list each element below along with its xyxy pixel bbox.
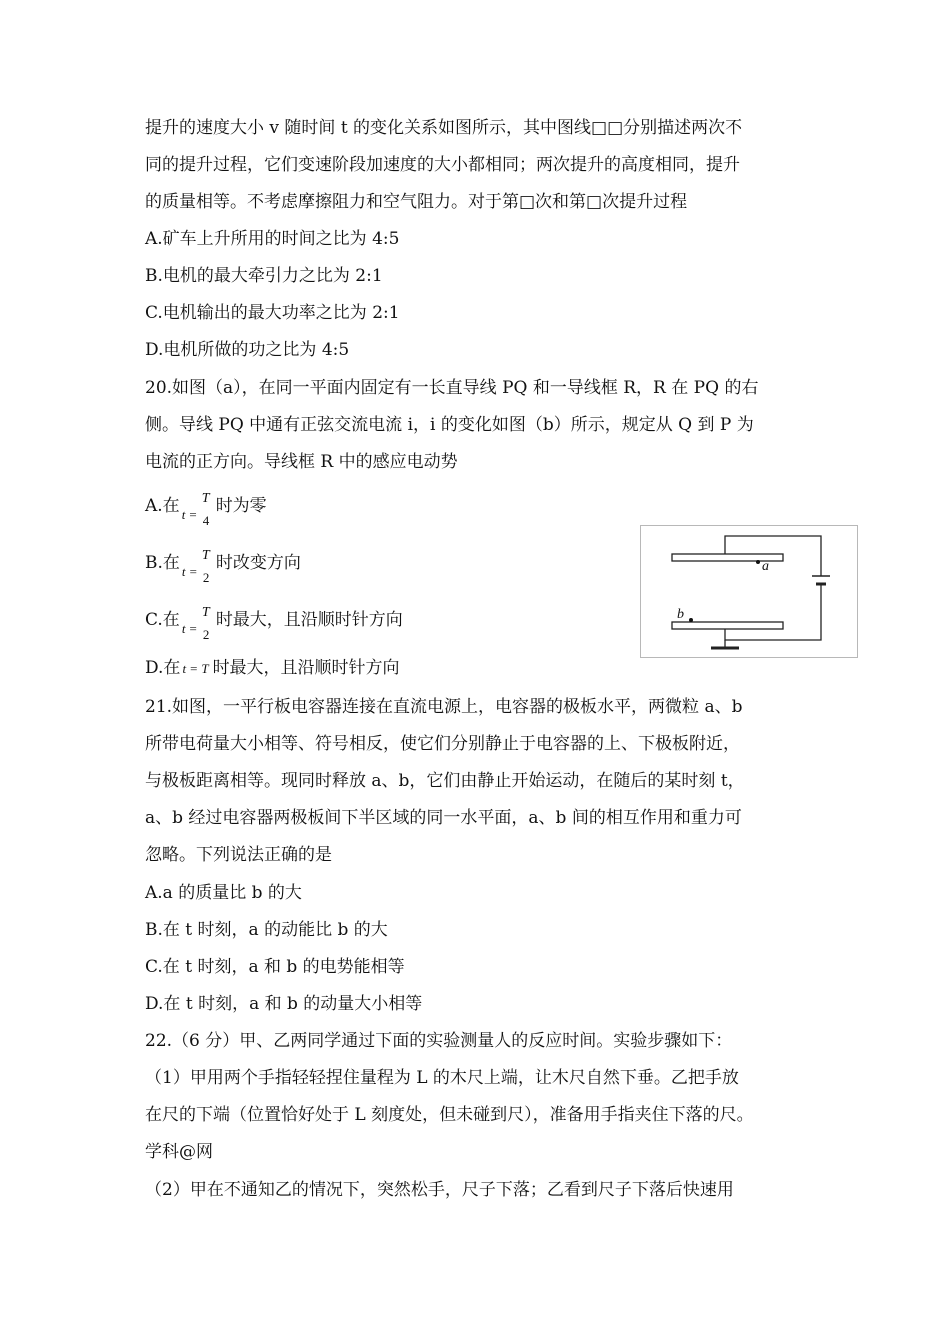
option-label: C.在 — [145, 610, 180, 630]
numerator: T — [201, 547, 210, 563]
fraction-t-T-over-4 — [181, 490, 212, 528]
text-line: 与极板距离相等。现同时释放 a、b，它们由静止开始运动，在随后的某时刻 t， — [145, 771, 745, 791]
q20-option-a — [145, 490, 267, 528]
t-equals: t = — [181, 563, 198, 579]
option-text: 时最大，且沿顺时针方向 — [215, 610, 403, 630]
option-b: B.电机的最大牵引力之比为 2:1 — [145, 266, 383, 286]
denominator: 2 — [202, 626, 210, 642]
particle-a — [756, 560, 760, 564]
q21-option-a: A.a 的质量比 b 的大 — [145, 883, 302, 903]
upper-wire — [725, 536, 821, 576]
option-label: B.在 — [145, 553, 180, 573]
lower-plate — [672, 622, 783, 629]
capacitor-diagram — [641, 526, 857, 657]
denominator: 4 — [202, 512, 210, 528]
lower-wire — [725, 584, 821, 640]
text-line: 电流的正方向。导线框 R 中的感应电动势 — [145, 452, 458, 472]
option-c: C.电机输出的最大功率之比为 2:1 — [145, 303, 400, 323]
text-line: （1）甲用两个手指轻轻捏住量程为 L 的木尺上端，让木尺自然下垂。乙把手放 — [145, 1068, 739, 1088]
q21-option-d: D.在 t 时刻，a 和 b 的动量大小相等 — [145, 994, 423, 1014]
option-a: A.矿车上升所用的时间之比为 4:5 — [145, 229, 400, 249]
text-line: 忽略。下列说法正确的是 — [145, 845, 332, 865]
question-22-stem: 22.（6 分）甲、乙两同学通过下面的实验测量人的反应时间。实验步骤如下： — [145, 1031, 733, 1051]
t-equals: t = — [181, 506, 198, 522]
text-line: 所带电荷量大小相等、符号相反，使它们分别静止于电容器的上、下极板附近， — [145, 734, 740, 754]
numerator: T — [201, 490, 210, 506]
particle-b — [689, 618, 693, 622]
q20-option-b — [145, 547, 301, 585]
capacitor-figure — [640, 525, 858, 658]
option-label: A.在 — [145, 496, 180, 516]
text-line: 提升的速度大小 v 随时间 t 的变化关系如图所示，其中图线□□分别描述两次不 — [145, 118, 743, 138]
text-line: 的质量相等。不考虑摩擦阻力和空气阻力。对于第□次和第□次提升过程 — [145, 192, 688, 212]
numerator: T — [201, 604, 210, 620]
question-21-stem: 21.如图，一平行板电容器连接在直流电源上，电容器的极板水平，两微粒 a、b — [145, 697, 743, 717]
question-20-stem: 20.如图（a），在同一平面内固定有一长直导线 PQ 和一导线框 R，R 在 PQ 的右 — [145, 378, 759, 398]
option-d: D.电机所做的功之比为 4:5 — [145, 340, 350, 360]
option-label: D.在 — [145, 658, 181, 678]
q21-option-b: B.在 t 时刻，a 的动能比 b 的大 — [145, 920, 388, 940]
t-equals-T: t = T — [182, 661, 209, 676]
denominator: 2 — [202, 569, 210, 585]
fraction-t-T-over-2 — [181, 604, 212, 642]
option-text: 时为零 — [215, 496, 267, 516]
text-line: 同的提升过程，它们变速阶段加速度的大小都相同；两次提升的高度相同，提升 — [145, 155, 740, 175]
q20-option-d — [145, 658, 400, 679]
q20-option-c — [145, 604, 403, 642]
fraction-t-T-over-2 — [181, 547, 212, 585]
label-a: a — [762, 559, 769, 574]
text-line: a、b 经过电容器两极板间下半区域的同一水平面，a、b 间的相互作用和重力可 — [145, 808, 742, 828]
text-line: 侧。导线 PQ 中通有正弦交流电流 i，i 的变化如图（b）所示，规定从 Q 到 P 为 — [145, 415, 754, 435]
t-equals: t = — [181, 620, 198, 636]
option-text: 时改变方向 — [215, 553, 301, 573]
watermark-text: 学科@网 — [145, 1142, 213, 1162]
text-line: 在尺的下端（位置恰好处于 L 刻度处，但未碰到尺），准备用手指夹住下落的尺。 — [145, 1105, 754, 1125]
label-b: b — [677, 607, 684, 622]
text-line: （2）甲在不通知乙的情况下，突然松手，尺子下落；乙看到尺子下落后快速用 — [145, 1180, 734, 1200]
q21-option-c: C.在 t 时刻，a 和 b 的电势能相等 — [145, 957, 405, 977]
option-text: 时最大，且沿顺时针方向 — [212, 658, 400, 678]
